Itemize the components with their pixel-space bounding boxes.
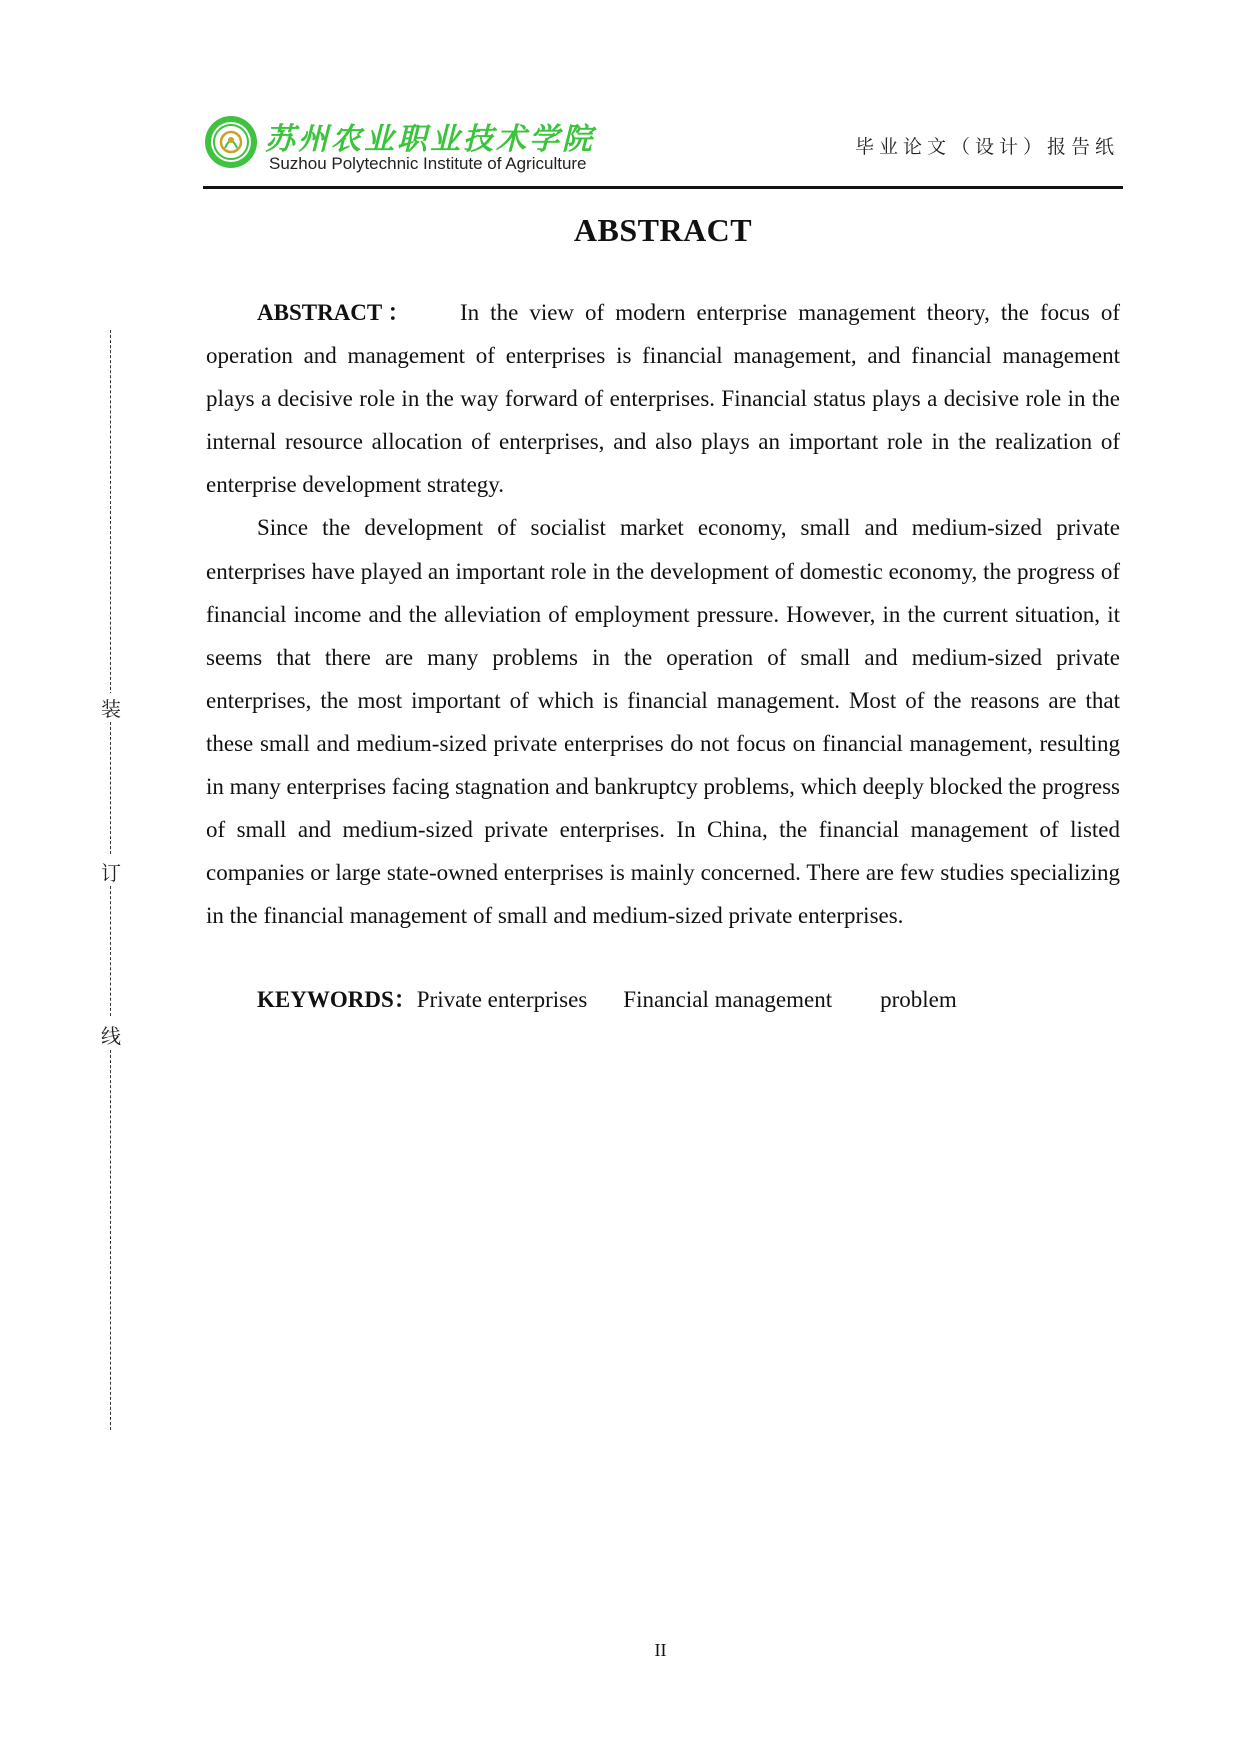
header-divider xyxy=(203,186,1123,189)
binding-dash xyxy=(110,1050,111,1430)
page-title: ABSTRACT xyxy=(573,212,753,248)
binding-char-zhuang: 装 xyxy=(100,693,122,722)
binding-dash xyxy=(110,330,111,695)
abstract-paragraph-2: Since the development of socialist market economy, small and medium-sized private enterprises have played an important role in the development of domestic economy, the progress of financial income and the alleviation of employment pressure. However, in the current situation, it seems that there are many problems in the operation of small and medium-sized private enterprises, the most important of which is financial management. Most of the reasons are that these small and medium-sized private enterprises do not focus on financial management, resulting in many enterprises facing stagnation and bankruptcy problems, which deeply blocked the progress of small and medium-sized private enterprises. In China, the financial management of listed companies or large state-owned enterprises is mainly concerned. There are few studies specializing in the financial management of small and medium-sized private enterprises. xyxy=(206,515,1120,929)
abstract-body xyxy=(206,291,1120,937)
binding-dash xyxy=(110,886,111,1016)
binding-dash xyxy=(110,722,111,854)
binding-char-xian: 线 xyxy=(100,1020,122,1049)
abstract-label: ABSTRACT： xyxy=(257,300,416,325)
binding-line xyxy=(101,330,121,1430)
abstract-paragraph-1 xyxy=(206,291,1120,506)
document-type: 毕业论文（设计）报告纸 xyxy=(854,136,1119,158)
keyword-item: Private enterprises xyxy=(416,987,588,1012)
keywords-line xyxy=(257,981,957,1014)
school-emblem-icon xyxy=(203,114,259,170)
page-header xyxy=(203,108,1123,188)
keyword-item: problem xyxy=(880,987,957,1012)
page-number: II xyxy=(654,1640,667,1660)
binding-char-ding: 订 xyxy=(100,857,122,886)
keyword-item: Financial management xyxy=(623,987,833,1012)
school-name-en: Suzhou Polytechnic Institute of Agriculture xyxy=(269,154,587,173)
keywords-label: KEYWORDS： xyxy=(257,987,417,1012)
abstract-text-1: In the view of modern enterprise management theory, the focus of operation and management of enterprises is financial management, and financial management plays a decisive role in the way forward of enterprises. Financial status plays a decisive role in the internal resource allocation of enterprises, and also plays an important role in the realization of enterprise development strategy. xyxy=(206,300,1120,498)
school-name-cn: 苏州农业职业技术学院 xyxy=(265,122,595,157)
